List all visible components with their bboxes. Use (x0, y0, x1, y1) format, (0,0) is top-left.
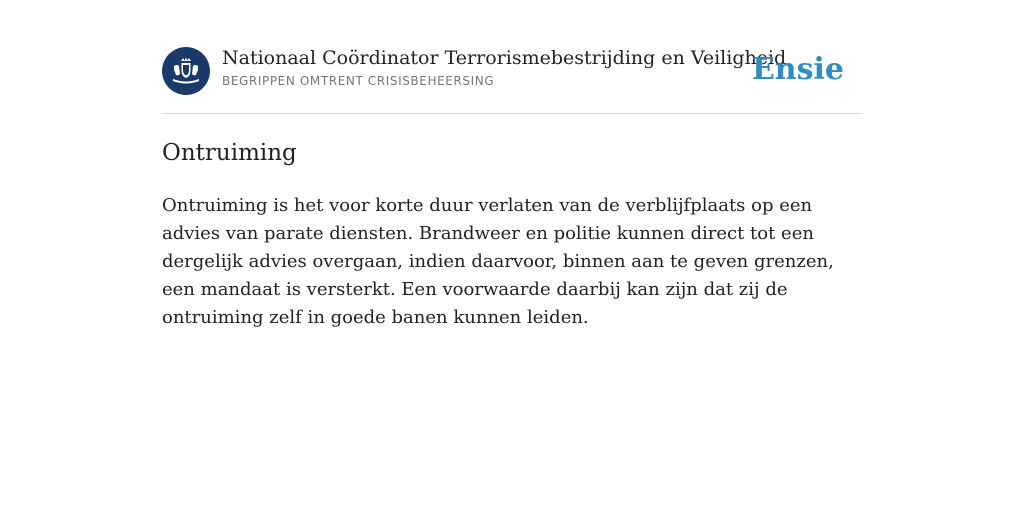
term-definition: Ontruiming is het voor korte duur verlaten van de verblijfplaats op een advies van parate diensten. Brandweer en politie kunnen direct tot een dergelijk advies overgaan, indien daarvoor, binnen aan te geven grenzen, een mandaat is versterkt. Een voorwaarde daarbij kan zijn dat zij de ontruiming zelf in goede banen kunnen leiden. (162, 195, 834, 328)
organization-name: Nationaal Coördinator Terrorismebestrijding en Veiligheid (222, 47, 787, 69)
collection-subtitle: BEGRIPPEN OMTRENT CRISISBEHEERSING (222, 74, 495, 88)
ensie-logo-link[interactable]: Ensie (751, 52, 844, 87)
page (162, 0, 862, 332)
royal-coat-of-arms-icon (162, 47, 210, 95)
term-title: Ontruiming (162, 140, 297, 166)
header (162, 0, 862, 114)
